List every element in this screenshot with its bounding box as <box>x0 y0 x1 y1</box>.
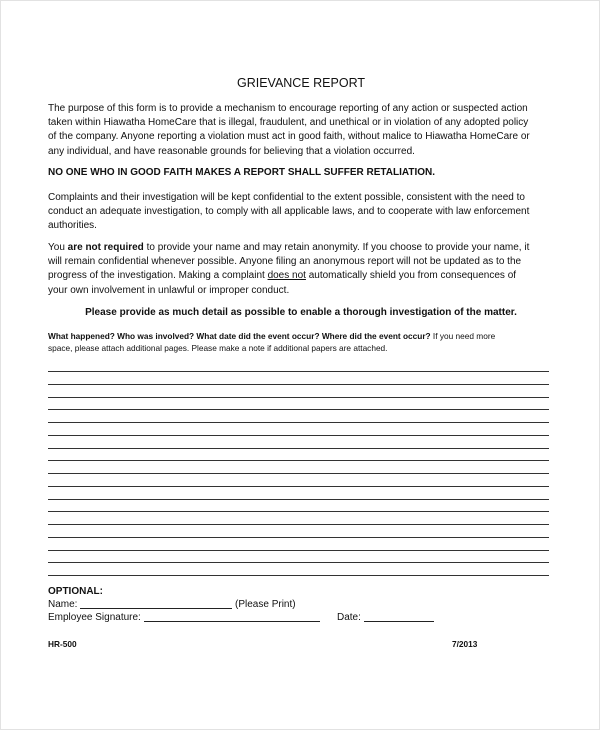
confidential-line: Complaints and their investigation will be kept confidential to the extent possible, consistent with the need to <box>48 192 525 203</box>
questions-line: space, please attach additional pages. Please make a note if additional papers are attached. <box>48 343 388 353</box>
name-hint: (Please Print) <box>235 599 296 610</box>
answer-line[interactable] <box>48 562 549 563</box>
date-row <box>337 611 434 624</box>
answer-line[interactable] <box>48 537 549 538</box>
answer-line[interactable] <box>48 422 549 423</box>
text: automatically shield you from consequences of <box>305 270 517 281</box>
answer-line[interactable] <box>48 473 549 474</box>
answer-line[interactable] <box>48 486 549 487</box>
answer-line[interactable] <box>48 524 549 525</box>
answer-line[interactable] <box>48 499 549 500</box>
purpose-line: any individual, and have reasonable grounds for believing that a violation occurred. <box>48 146 415 157</box>
name-label: Name: <box>48 599 78 610</box>
confidential-line: authorities. <box>48 220 97 231</box>
answer-line[interactable] <box>48 448 549 449</box>
answer-line[interactable] <box>48 384 549 385</box>
page-title: GRIEVANCE REPORT <box>236 76 366 90</box>
answer-line[interactable] <box>48 435 549 436</box>
purpose-line: The purpose of this form is to provide a mechanism to encourage reporting of any action or suspected action <box>48 103 528 114</box>
answer-line[interactable] <box>48 511 549 512</box>
date-field[interactable] <box>364 611 434 622</box>
answer-line[interactable] <box>48 550 549 551</box>
signature-row <box>48 611 320 624</box>
signature-field[interactable] <box>144 611 320 622</box>
signature-label: Employee Signature: <box>48 612 141 623</box>
answer-line[interactable] <box>48 371 549 372</box>
purpose-line: of the company. Anyone reporting a violation must act in good faith, without malice to Hiawatha HomeCare or <box>48 131 530 142</box>
retaliation-notice: NO ONE WHO IN GOOD FAITH MAKES A REPORT SHALL SUFFER RETALIATION. <box>48 167 436 178</box>
text: You <box>48 242 68 253</box>
questions-line <box>48 330 495 342</box>
underlined-text: does not <box>267 270 306 281</box>
answer-line[interactable] <box>48 409 549 410</box>
anonymity-line <box>48 270 516 282</box>
date-label: Date: <box>337 612 361 623</box>
text: If you need more <box>430 331 496 341</box>
revision-date: 7/2013 <box>452 639 478 649</box>
questions: What happened? Who was involved? What date did the event occur? Where did the event occur? <box>48 331 431 341</box>
anonymity-line: your own involvement in unlawful or improper conduct. <box>48 285 290 296</box>
name-row <box>48 598 296 611</box>
optional-heading: OPTIONAL: <box>48 586 103 597</box>
text: progress of the investigation. Making a complaint <box>48 270 268 281</box>
anonymity-line <box>48 242 529 254</box>
detail-prompt: Please provide as much detail as possible to enable a thorough investigation of the matter. <box>85 307 517 318</box>
form-code: HR-500 <box>48 639 77 649</box>
name-field[interactable] <box>80 598 232 609</box>
purpose-line: taken within Hiawatha HomeCare that is illegal, fraudulent, and unethical or in violation of any adopted policy <box>48 117 529 128</box>
answer-line[interactable] <box>48 575 549 576</box>
text: to provide your name and may retain anonymity. If you choose to provide your name, it <box>143 242 530 253</box>
answer-line[interactable] <box>48 460 549 461</box>
confidential-line: conduct an adequate investigation, to comply with all applicable laws, and to cooperate with law enforcement <box>48 206 530 217</box>
emphasis: are not required <box>67 242 144 253</box>
anonymity-line: will remain confidential whenever possible. Anyone filing an anonymous report will not be updated as to the <box>48 256 522 267</box>
answer-line[interactable] <box>48 397 549 398</box>
